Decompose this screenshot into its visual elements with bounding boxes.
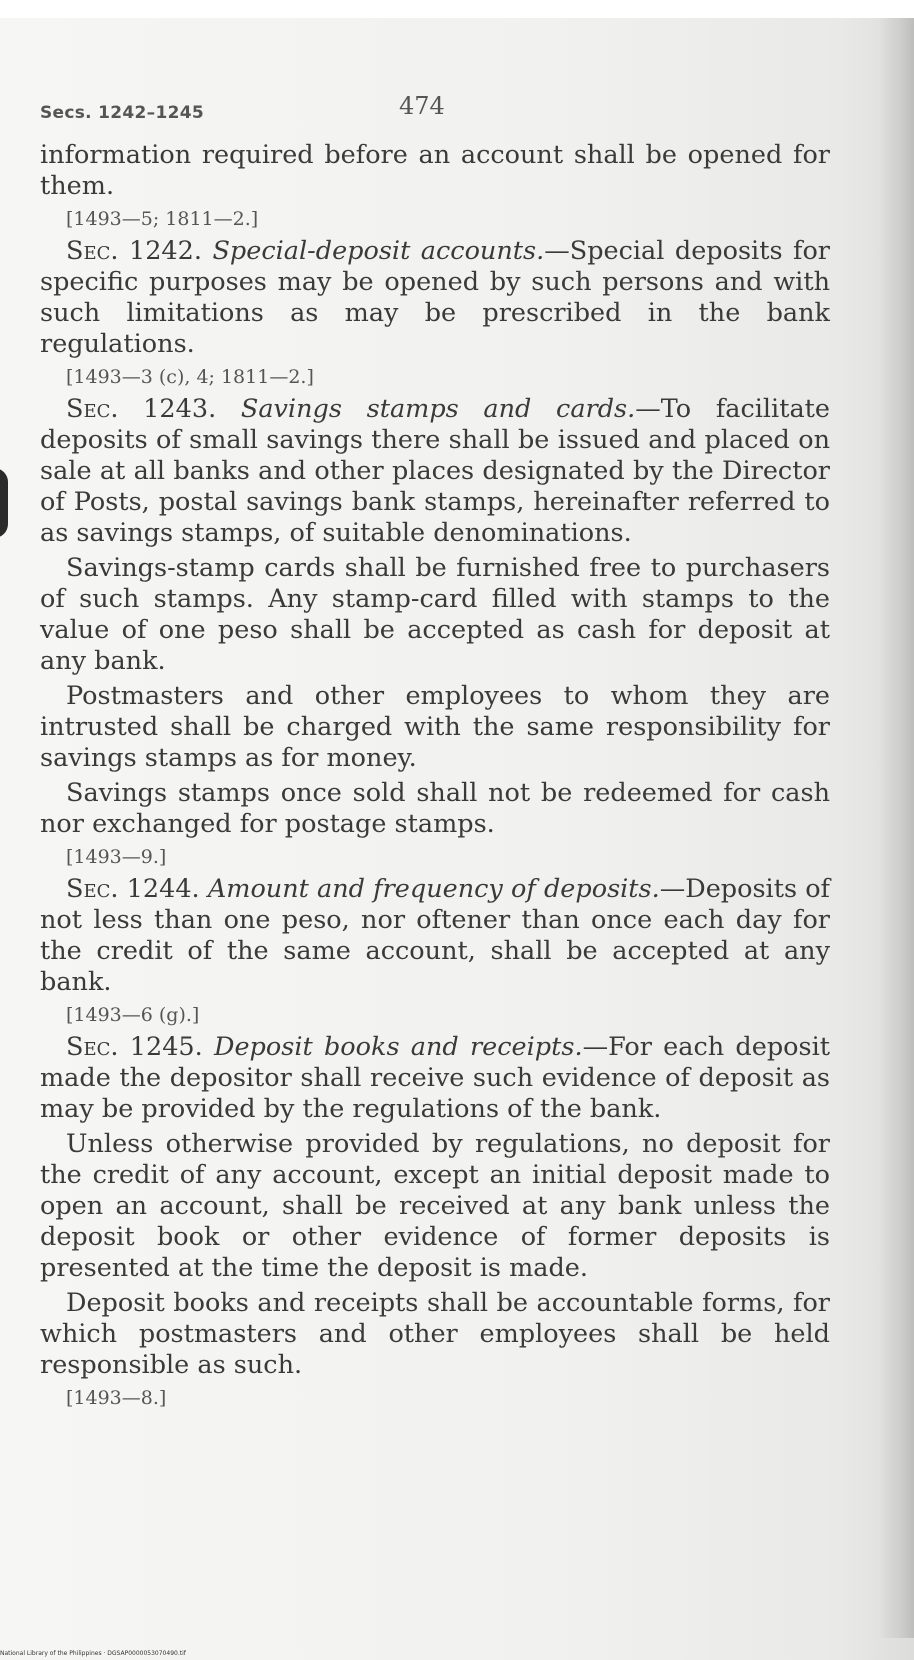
section-title: Savings stamps and cards. — [240, 394, 636, 424]
section-1243 — [40, 394, 830, 549]
citation: [1493—9.] — [66, 846, 167, 868]
page-top-margin — [0, 0, 914, 18]
section-number: Sec. 1242. — [66, 236, 202, 266]
section-number: Sec. 1243. — [66, 394, 217, 424]
paragraph: Postmasters and other employees to whom they are intrusted shall be charged with the same responsibility for savings stamps as for money. — [40, 681, 830, 773]
section-title: Special-deposit accounts. — [212, 236, 545, 266]
section-1245 — [40, 1032, 830, 1125]
paragraph: Savings stamps once sold shall not be redeemed for cash nor exchanged for postage stamps. — [40, 778, 830, 839]
section-number: Sec. 1245. — [66, 1032, 203, 1062]
body-text — [40, 140, 830, 1415]
section-title: Amount and frequency of deposits. — [207, 874, 660, 904]
section-text: —For each deposit made the depositor shall receive such evidence of deposit as may be provided by the regulations of the bank. — [40, 1032, 831, 1124]
scan-footer-note: National Library of the Philippines · DGSAP0000053070490.tif — [0, 1650, 186, 1657]
paragraph: Unless otherwise provided by regulations, no deposit for the credit of any account, except an initial deposit made to open an account, shall be received at any bank unless the deposit book or other evidence of former deposits is presented at the time the deposit is made. — [40, 1129, 830, 1283]
paragraph: Deposit books and receipts shall be accountable forms, for which postmasters and other employees shall be held responsible as such. — [40, 1288, 830, 1380]
section-title: Deposit books and receipts. — [214, 1032, 583, 1062]
citation: [1493—8.] — [66, 1387, 167, 1409]
paragraph: Savings-stamp cards shall be furnished free to purchasers of such stamps. Any stamp-card filled with stamps to the value of one peso shall be accepted as cash for deposit at any bank. — [40, 553, 830, 676]
section-1242 — [40, 236, 830, 360]
section-range-header: Secs. 1242–1245 — [40, 103, 204, 123]
citation: [1493—3 (c), 4; 1811—2.] — [66, 366, 314, 388]
paragraph-continuation: information required before an account shall be opened for them. — [40, 140, 830, 201]
section-1244 — [40, 874, 830, 998]
section-text: —To facilitate deposits of small savings there shall be issued and placed on sale at all banks and other places designated by the Director of Posts, postal savings bank stamps, hereinafter referred to as savings stamps, of suitable denominations. — [40, 394, 830, 548]
citation: [1493—5; 1811—2.] — [66, 208, 259, 230]
page-edge-tab — [0, 468, 8, 538]
citation: [1493—6 (g).] — [66, 1004, 200, 1026]
section-number: Sec. 1244. — [66, 874, 200, 904]
section-text: —Special deposits for specific purposes may be opened by such persons and with such limitations as may be prescribed in the bank regulations. — [40, 236, 830, 359]
binding-shadow — [878, 18, 914, 1638]
section-text: —Deposits of not less than one peso, nor oftener than once each day for the credit of the same account, shall be accepted at any bank. — [40, 874, 830, 997]
page-number: 474 — [399, 92, 445, 120]
